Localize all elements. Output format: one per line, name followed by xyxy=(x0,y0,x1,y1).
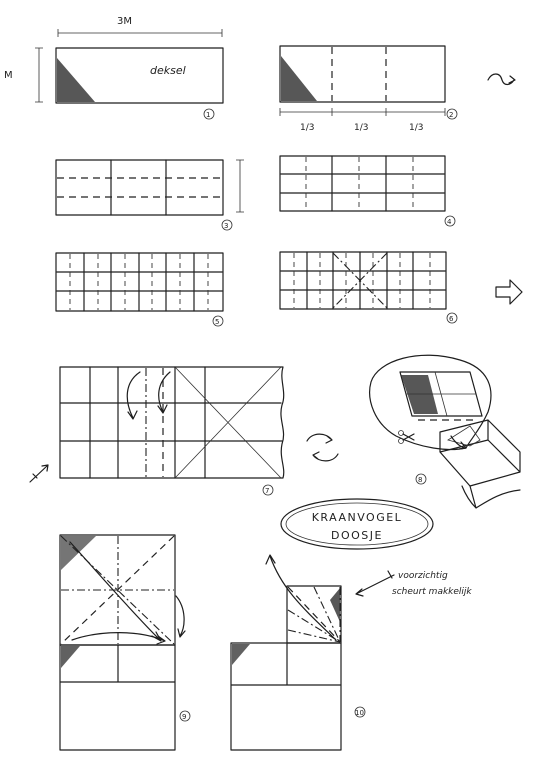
height-bracket xyxy=(236,160,244,212)
colored-side-shading xyxy=(330,588,340,622)
step-5-number: 5 xyxy=(215,318,220,326)
box-wall xyxy=(60,645,175,750)
step-1-diagram xyxy=(4,16,223,119)
box-side-wall xyxy=(462,486,520,508)
caution-arrow xyxy=(356,571,394,596)
fold-arrow xyxy=(158,372,170,413)
colored-side-shading xyxy=(281,56,317,101)
crease-grid xyxy=(57,253,222,311)
crease-line xyxy=(111,160,166,215)
paper-strip xyxy=(56,160,223,215)
title-line-2: DOOSJE xyxy=(331,529,383,542)
view-arrow xyxy=(30,465,48,482)
step-9-diagram xyxy=(60,535,190,750)
third-label: 1/3 xyxy=(354,123,369,133)
fold-arrow xyxy=(176,596,185,637)
step-7-number: 7 xyxy=(265,487,270,495)
crease-grid xyxy=(61,367,282,478)
thirds-dimension-line xyxy=(280,108,445,116)
box-wall xyxy=(231,643,341,750)
paper-strip xyxy=(280,156,445,211)
third-label: 1/3 xyxy=(300,123,315,133)
title-line-1: KRAANVOGEL xyxy=(311,511,403,524)
third-label: 1/3 xyxy=(409,123,424,133)
crease-grid xyxy=(281,252,445,309)
valley-fold-line xyxy=(306,157,413,210)
step-9-number: 9 xyxy=(182,713,187,721)
step-6-number: 6 xyxy=(449,315,454,323)
step-8-diagram xyxy=(370,355,520,508)
height-dimension-label: M xyxy=(4,70,13,81)
box-base xyxy=(440,420,520,486)
width-dimension-line xyxy=(58,29,222,37)
scissors-icon xyxy=(399,431,415,444)
step-7-diagram xyxy=(30,367,338,495)
step-3-number: 3 xyxy=(224,222,229,230)
crease-line xyxy=(281,156,444,211)
step-2-diagram xyxy=(280,46,515,133)
rotate-arrows-icon xyxy=(307,434,338,461)
paper-strip xyxy=(280,252,446,309)
step-8-number: 8 xyxy=(418,476,423,484)
valley-fold-line xyxy=(57,178,222,197)
height-dimension-line xyxy=(35,48,43,102)
arrow-right-icon xyxy=(496,280,522,304)
caution-note-line-1: voorzichtig xyxy=(398,571,448,581)
valley-fold-line xyxy=(288,587,340,642)
valley-fold-line xyxy=(294,253,430,308)
colored-side-shading xyxy=(57,58,95,102)
step-3-diagram xyxy=(56,160,244,230)
title-cartouche xyxy=(281,499,433,549)
colored-side-shading xyxy=(61,646,80,668)
step-1-number: 1 xyxy=(206,111,211,119)
step-5-diagram xyxy=(56,253,223,326)
flip-over-icon xyxy=(488,74,515,85)
diagonal-crease xyxy=(175,367,281,478)
colored-side-shading xyxy=(232,644,250,665)
step-6-diagram xyxy=(280,252,522,323)
step-10-diagram xyxy=(231,555,472,750)
width-dimension-label: 3M xyxy=(117,16,132,27)
step-10-number: 10 xyxy=(355,709,364,717)
caution-note-line-2: scheurt makkelijk xyxy=(392,587,472,597)
paper-piece xyxy=(60,367,284,478)
fold-arrow xyxy=(266,555,336,640)
fold-arrow xyxy=(127,372,140,419)
lid-label: deksel xyxy=(150,64,186,77)
step-4-diagram xyxy=(280,156,455,226)
fold-arrow xyxy=(70,542,161,641)
step-2-number: 2 xyxy=(449,111,454,119)
step-4-number: 4 xyxy=(447,218,452,226)
